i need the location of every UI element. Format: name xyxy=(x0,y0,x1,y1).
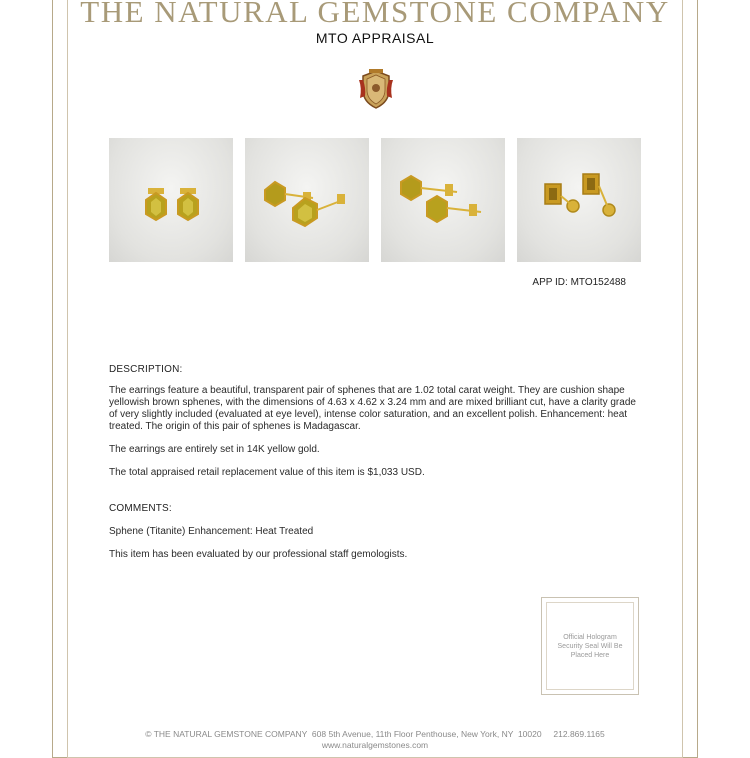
photo-gallery xyxy=(109,138,641,262)
description-paragraph-3: The total appraised retail replacement value of this item is $1,033 USD. xyxy=(109,467,425,478)
earrings-front-image xyxy=(109,138,233,262)
description-paragraph-2: The earrings are entirely set in 14K yellow gold. xyxy=(109,444,320,455)
seal-text: Official Hologram Security Seal Will Be Placed Here xyxy=(546,602,634,690)
footer xyxy=(0,729,750,751)
hologram-seal-placeholder xyxy=(541,597,639,695)
photo-back-view[interactable] xyxy=(517,138,641,262)
photo-front-view[interactable] xyxy=(109,138,233,262)
earrings-angled-image xyxy=(245,138,369,262)
comment-line-1: Sphene (Titanite) Enhancement: Heat Treated xyxy=(109,526,314,537)
appraisal-id: APP ID: MTO152488 xyxy=(532,277,626,288)
comment-line-2: This item has been evaluated by our professional staff gemologists. xyxy=(109,549,408,560)
photo-side-view[interactable] xyxy=(381,138,505,262)
description-paragraph-1: The earrings feature a beautiful, transparent pair of sphenes that are 1.02 total carat weight. They are cushion shape yellowish brown sphenes, with the dimensions of 4.63 x 4.62 x 3.24 mm and are mixed brilliant cut, have a clarity grade of very slightly included (evaluated at eye level), intense color saturation, and an excellent polish. Enhancement: heat treated. The origin of this pair of sphenes is Madagascar. xyxy=(109,385,636,432)
footer-website[interactable]: www.naturalgemstones.com xyxy=(321,740,429,750)
earrings-back-image xyxy=(517,138,641,262)
description-heading: DESCRIPTION: xyxy=(109,364,183,375)
comments-heading: COMMENTS: xyxy=(109,503,172,514)
photo-angled-view[interactable] xyxy=(245,138,369,262)
earrings-side-image xyxy=(381,138,505,262)
company-title: THE NATURAL GEMSTONE COMPANY xyxy=(80,0,670,29)
crest-icon xyxy=(357,68,395,110)
footer-address: © THE NATURAL GEMSTONE COMPANY 608 5th Avenue, 11th Floor Penthouse, New York, NY 10020 212.869.1165 xyxy=(145,729,605,739)
document-type: MTO APPRAISAL xyxy=(315,30,435,46)
